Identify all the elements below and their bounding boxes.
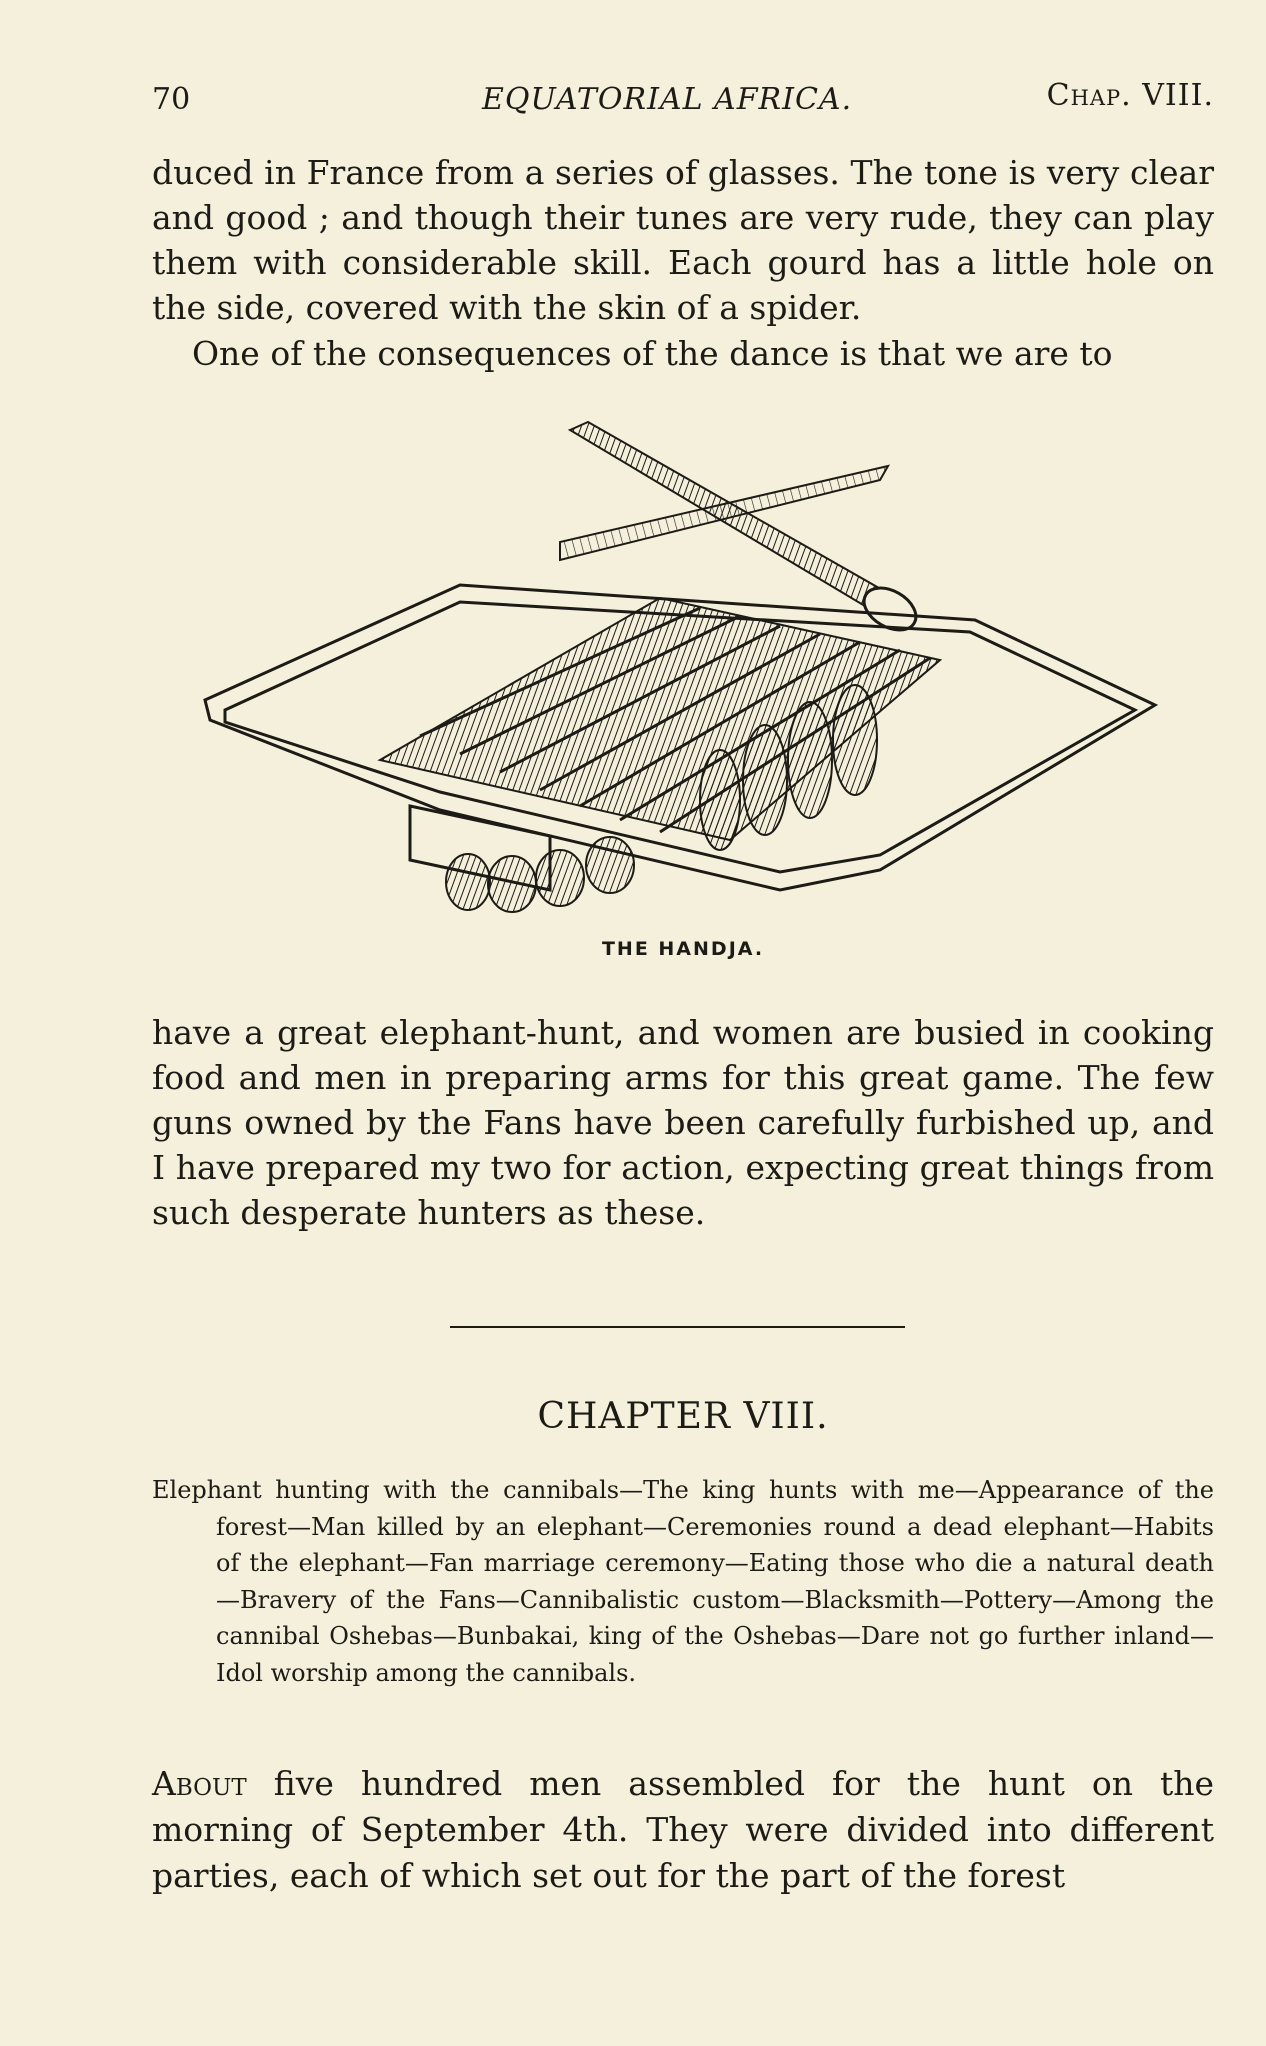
chapter-heading: CHAPTER VIII. bbox=[537, 1396, 829, 1437]
illustration-caption: THE HANDJA. bbox=[601, 938, 765, 960]
chapter-summary: Elephant hunting with the cannibals—The king hunts with me—Appearance of the forest—Man killed by an elephant—Ceremonies round a dead elephant—Habits of the elephant—Fan marriage ceremony—Eating those who die a natural death—Bravery of the Fans—Cannibalistic custom—Blacksmith—Pottery—Among the cannibal Oshebas—Bunbakai, king of the Oshebas—Dare not go further inland—Idol worship among the cannibals. bbox=[152, 1476, 1214, 1687]
mallet-2 bbox=[560, 466, 888, 560]
section-divider bbox=[450, 1326, 905, 1328]
handja-engraving bbox=[200, 420, 1160, 920]
page-number: 70 bbox=[152, 82, 191, 117]
book-title: EQUATORIAL AFRICA. bbox=[482, 82, 853, 117]
handja-illustration bbox=[200, 420, 1160, 920]
paragraph-4 bbox=[152, 1761, 1214, 1899]
opening-text: five hundred men assembled for the hunt on the morning of September 4th. They were divided into different parties, each of which set out for the part of the forest bbox=[152, 1764, 1214, 1895]
running-head bbox=[152, 78, 1214, 118]
paragraph-2: One of the consequences of the dance is that we are to bbox=[192, 334, 1113, 373]
opening-word: About bbox=[152, 1764, 247, 1803]
paragraph-1: duced in France from a series of glasses. The tone is very clear and good ; and though their tunes are very rude, they can play them with considerable skill. Each gourd has a little hole on the side, covered with the skin of a spider. bbox=[152, 153, 1214, 327]
chapter-label: Chap. VIII. bbox=[1046, 78, 1214, 113]
paragraph-3: have a great elephant-hunt, and women are busied in cooking food and men in preparing arms for this great game. The few guns owned by the Fans have been carefully furbished up, and I have prepared my two for action, expecting great things from such desperate hunters as these. bbox=[152, 1013, 1214, 1232]
